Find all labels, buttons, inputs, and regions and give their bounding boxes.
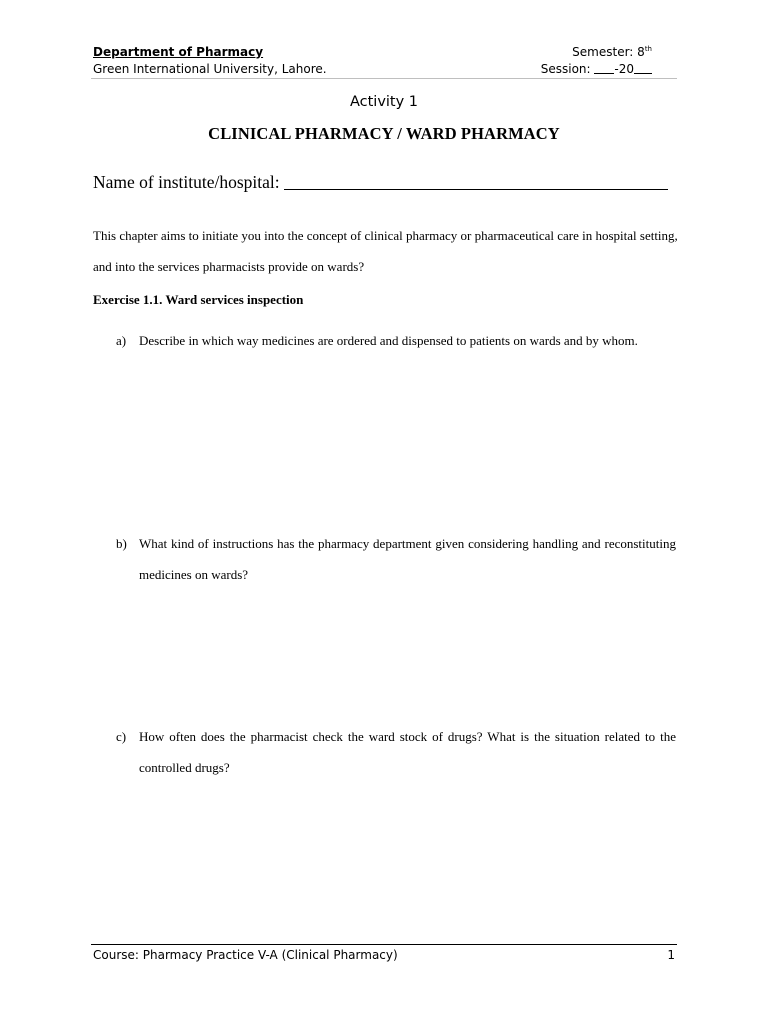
question-letter: b) — [116, 536, 127, 551]
semester-superscript: th — [644, 45, 652, 53]
question-b — [116, 528, 676, 590]
session-mid: -20 — [614, 62, 634, 76]
institute-name-blank — [284, 173, 668, 190]
department-name: Department of Pharmacy — [93, 45, 264, 59]
question-letter: c) — [116, 729, 127, 744]
exercise-heading: Exercise 1.1. Ward services inspection — [93, 292, 304, 307]
intro-paragraph: This chapter aims to initiate you into the concept of clinical pharmacy or pharmaceutical care in hospital setting, and into the services pharmacists provide on wards? — [93, 228, 678, 274]
header-right — [541, 44, 652, 78]
header-left — [93, 44, 327, 78]
question-text: What kind of instructions has the pharmacy department given considering handling and reconstituting medicines on wards? — [139, 536, 676, 582]
semester-label: Semester: 8 — [572, 45, 645, 59]
session-label: Session: — [540, 62, 595, 76]
page-number: 1 — [667, 948, 675, 962]
page-title: CLINICAL PHARMACY / WARD PHARMACY — [208, 124, 560, 143]
footer-course: Course: Pharmacy Practice V-A (Clinical Pharmacy) — [93, 948, 398, 962]
header-divider — [91, 78, 677, 79]
institute-name-field — [93, 172, 668, 193]
question-text: Describe in which way medicines are ordered and dispensed to patients on wards and by whom. — [139, 333, 638, 348]
question-text: How often does the pharmacist check the ward stock of drugs? What is the situation related to the controlled drugs? — [139, 729, 676, 775]
session-blank-end — [634, 62, 652, 74]
session-blank-start — [594, 62, 614, 74]
university-name: Green International University, Lahore. — [93, 62, 327, 76]
footer-divider — [91, 944, 677, 945]
session-line — [541, 61, 652, 78]
question-c — [116, 721, 676, 783]
question-letter: a) — [116, 333, 127, 348]
activity-heading: Activity 1 — [349, 94, 419, 110]
semester-line — [541, 44, 652, 61]
institute-name-label: Name of institute/hospital: — [93, 172, 280, 192]
question-a — [116, 325, 676, 356]
